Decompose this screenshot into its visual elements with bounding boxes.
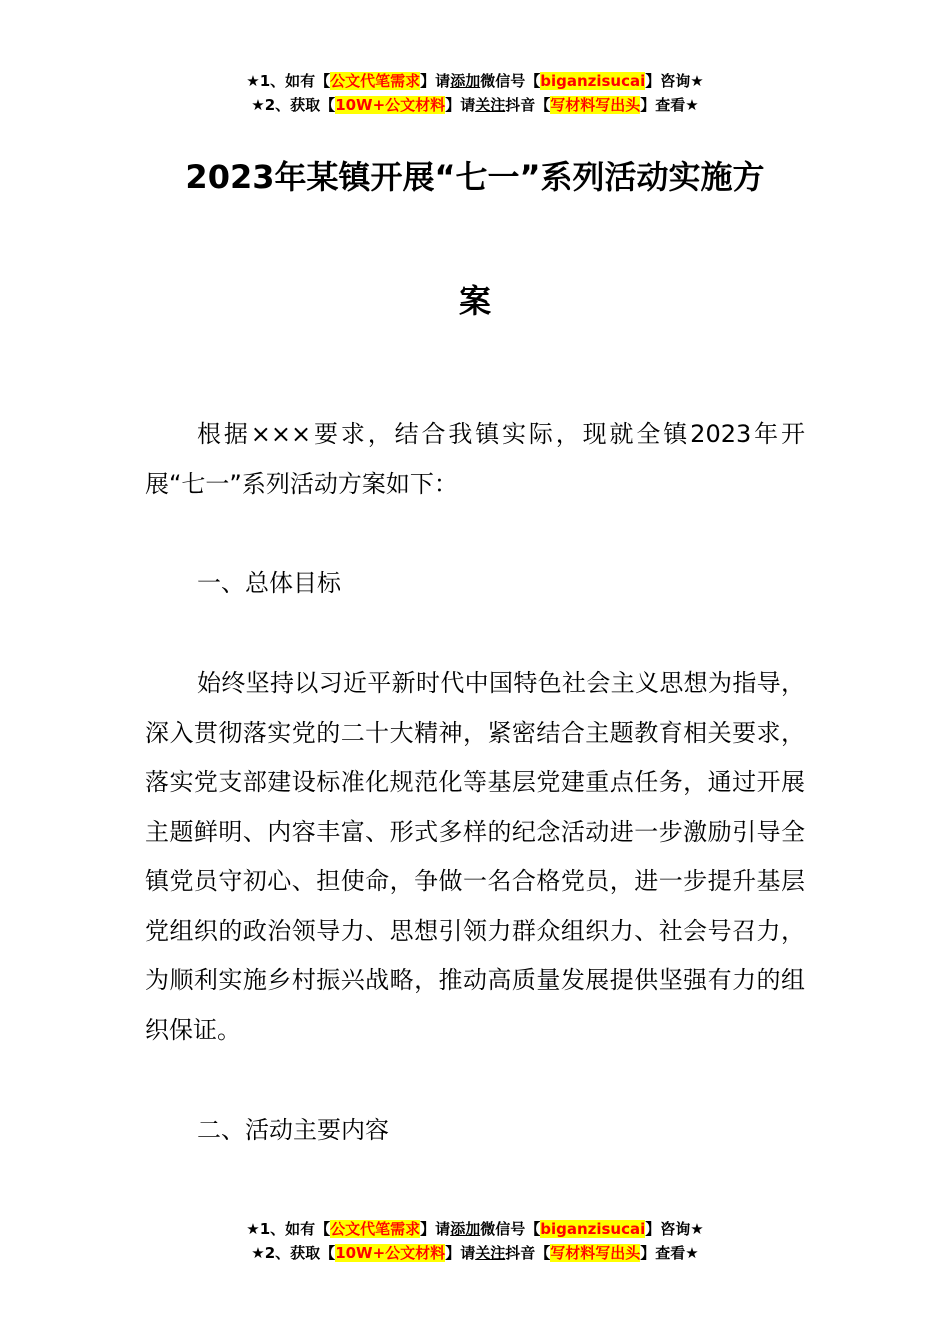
banner-highlight: biganzisucai: [540, 72, 646, 90]
banner-underlined: 关注: [475, 96, 506, 114]
top-banner: [0, 69, 950, 117]
banner-text: 微信号【: [480, 1220, 541, 1238]
banner-text: 】查看★: [640, 96, 699, 114]
section-heading-1: 一、总体目标: [197, 569, 341, 597]
banner-highlight: 10W+公文材料: [335, 96, 446, 114]
banner-underlined: 添加: [450, 1220, 481, 1238]
banner-underlined: 关注: [475, 1244, 506, 1262]
banner-text: 】请: [445, 1244, 476, 1262]
banner-text: ★2、获取【: [251, 1244, 336, 1262]
banner-text: 抖音【: [505, 96, 551, 114]
banner-highlight: 公文代笔需求: [330, 1220, 421, 1238]
intro-paragraph: 根据×××要求，结合我镇实际，现就全镇2023年开展“七一”系列活动方案如下：: [145, 420, 805, 498]
banner-text: 】请: [420, 1220, 451, 1238]
banner-line-1: [0, 69, 950, 93]
banner-text: 】请: [420, 72, 451, 90]
banner-line-1: [0, 1217, 950, 1241]
banner-underlined: 添加: [450, 72, 481, 90]
banner-highlight: 写材料写出头: [550, 1244, 641, 1262]
banner-text: ★2、获取【: [251, 96, 336, 114]
banner-text: 微信号【: [480, 72, 541, 90]
banner-highlight: 写材料写出头: [550, 96, 641, 114]
banner-text: 】请: [445, 96, 476, 114]
banner-line-2: [0, 93, 950, 117]
banner-line-2: [0, 1241, 950, 1265]
banner-text: ★1、如有【: [246, 72, 331, 90]
banner-highlight: 公文代笔需求: [330, 72, 421, 90]
banner-highlight: 10W+公文材料: [335, 1244, 446, 1262]
banner-text: 】查看★: [640, 1244, 699, 1262]
banner-text: 】咨询★: [645, 72, 704, 90]
banner-highlight: biganzisucai: [540, 1220, 646, 1238]
section-1-body: 始终坚持以习近平新时代中国特色社会主义思想为指导，深入贯彻落实党的二十大精神，紧密结合主题教育相关要求，落实党支部建设标准化规范化等基层党建重点任务，通过开展主题鲜明、内容丰富、形式多样的纪念活动进一步激励引导全镇党员守初心、担使命，争做一名合格党员，进一步提升基层党组织的政治领导力、思想引领力群众组织力、社会号召力，为顺利实施乡村振兴战略，推动高质量发展提供坚强有力的组织保证。: [145, 669, 805, 1044]
section-heading-2: 二、活动主要内容: [197, 1116, 389, 1144]
banner-text: 】咨询★: [645, 1220, 704, 1238]
banner-text: 抖音【: [505, 1244, 551, 1262]
bottom-banner: [0, 1217, 950, 1265]
document-title-line-2: 案: [458, 282, 491, 320]
banner-text: ★1、如有【: [246, 1220, 331, 1238]
document-title-line-1: 2023年某镇开展“七一”系列活动实施方: [185, 158, 765, 196]
